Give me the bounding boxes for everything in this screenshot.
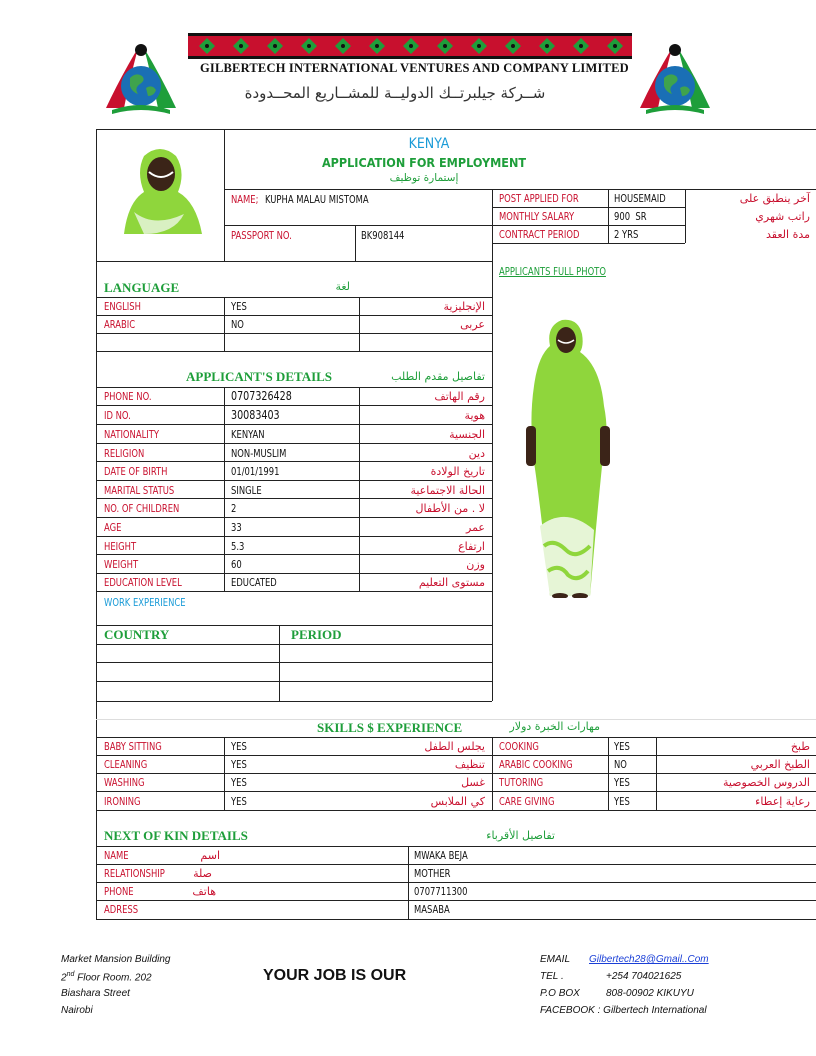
- full-photo-label: APPLICANTS FULL PHOTO: [499, 265, 606, 278]
- skill-label: WASHING: [104, 776, 145, 789]
- details-label-arabic: ارتفاع: [458, 540, 485, 553]
- passport-value: BK908144: [361, 229, 405, 242]
- details-label: MARITAL STATUS: [104, 484, 175, 497]
- skill-label: IRONING: [104, 795, 141, 808]
- skill-value: YES: [231, 776, 247, 789]
- skill-label: CLEANING: [104, 758, 148, 771]
- skill-label-arabic: رعاية إعطاء: [755, 795, 810, 808]
- skills-heading-arabic: مهارات الخبرة دولار: [509, 720, 600, 733]
- footer-slogan: YOUR JOB IS OUR: [263, 967, 407, 984]
- details-label: AGE: [104, 521, 122, 534]
- details-label-arabic: عمر: [466, 521, 485, 534]
- post-value: HOUSEMAID: [614, 192, 666, 205]
- pobox-value: 808-00902 KIKUYU: [606, 988, 694, 999]
- details-label: WEIGHT: [104, 558, 139, 571]
- applicant-portrait-photo: [114, 142, 208, 234]
- details-label-arabic: وزن: [466, 558, 485, 571]
- details-label-arabic: تاريخ الولادة: [430, 465, 485, 478]
- details-value: 30083403: [231, 407, 280, 422]
- skill-label: TUTORING: [499, 776, 544, 789]
- skill-value: YES: [231, 758, 247, 771]
- form-title: APPLICATION FOR EMPLOYMENT: [321, 155, 527, 170]
- footer-address-line-2: [61, 971, 152, 983]
- language-label-arabic: الإنجليزية: [443, 300, 485, 313]
- details-value: NON-MUSLIM: [231, 447, 287, 460]
- kin-label: RELATIONSHIP: [104, 867, 165, 880]
- language-label: ENGLISH: [104, 300, 141, 313]
- skill-label-arabic: تنظيف: [454, 758, 485, 771]
- skill-label: ARABIC COOKING: [499, 758, 573, 771]
- details-label-arabic: الحالة الاجتماعية: [410, 484, 485, 497]
- facebook-line: FACEBOOK : Gilbertech International: [540, 1005, 707, 1016]
- kin-value: MASABA: [414, 903, 450, 916]
- details-heading-arabic: تفاصيل مقدم الطلب: [391, 370, 485, 383]
- skill-label-arabic: الدروس الخصوصية: [722, 776, 810, 789]
- skill-value: YES: [231, 740, 247, 753]
- post-label: POST APPLIED FOR: [499, 192, 579, 205]
- pobox-label: P.O BOX: [540, 988, 580, 999]
- floor-room: Floor Room. 202: [74, 972, 152, 984]
- details-value: 0707326428: [231, 388, 292, 403]
- tel-value: +254 704021625: [606, 971, 682, 982]
- footer-address-line-4: Nairobi: [61, 1005, 93, 1016]
- details-label: NATIONALITY: [104, 428, 160, 441]
- language-label: ARABIC: [104, 318, 136, 331]
- company-name-arabic: شــركة جيلبرتــك الدوليــة للمشــاريع المحــدودة: [244, 84, 546, 102]
- kin-heading-arabic: تفاصيل الأقرباء: [486, 829, 555, 842]
- work-experience-label: WORK EXPERIENCE: [104, 596, 186, 609]
- details-label-arabic: الجنسية: [449, 428, 485, 441]
- skill-label: CARE GIVING: [499, 795, 555, 808]
- applicant-full-photo: [520, 316, 614, 598]
- skill-value: YES: [614, 795, 630, 808]
- details-value: 2: [231, 502, 237, 515]
- details-label: RELIGION: [104, 447, 145, 460]
- floor-number: 2: [61, 972, 67, 984]
- post-label-arabic: آخر ينطبق على: [739, 192, 810, 205]
- period-column-header: PERIOD: [291, 627, 342, 642]
- details-label: EDUCATION LEVEL: [104, 576, 182, 589]
- company-name-english: GILBERTECH INTERNATIONAL VENTURES AND COMPANY LIMITED: [200, 61, 629, 75]
- email-link[interactable]: Gilbertech28@Gmail..Com: [589, 954, 709, 965]
- details-label-arabic: رقم الهاتف: [434, 390, 485, 403]
- details-label: HEIGHT: [104, 540, 137, 553]
- country-title: KENYA: [408, 136, 450, 152]
- kin-label-arabic: صلة: [193, 867, 212, 880]
- kin-heading: NEXT OF KIN DETAILS: [104, 828, 248, 843]
- contract-value: 2 YRS: [614, 228, 639, 241]
- country-column-header: COUNTRY: [104, 627, 170, 642]
- salary-label-arabic: راتب شهري: [755, 210, 810, 223]
- language-value: NO: [231, 318, 244, 331]
- details-value: 5.3: [231, 540, 245, 553]
- details-label: DATE OF BIRTH: [104, 465, 168, 478]
- kin-label: NAME: [104, 849, 129, 862]
- details-value: 01/01/1991: [231, 465, 280, 478]
- footer: [0, 950, 816, 1030]
- kin-value: MWAKA BEJA: [414, 849, 468, 862]
- form-title-arabic: إستمارة توظيف: [389, 172, 459, 184]
- footer-address-line-3: Biashara Street: [61, 988, 130, 999]
- kin-label-arabic: اسم: [200, 849, 220, 862]
- kin-label-arabic: هاتف: [192, 885, 216, 898]
- salary-label: MONTHLY SALARY: [499, 210, 575, 223]
- details-value: EDUCATED: [231, 576, 277, 589]
- details-heading: APPLICANT'S DETAILS: [186, 369, 333, 384]
- kin-value: MOTHER: [414, 867, 451, 880]
- details-label: ID NO.: [104, 409, 131, 422]
- skill-label-arabic: طبخ: [790, 740, 810, 753]
- details-value: SINGLE: [231, 484, 262, 497]
- details-value: KENYAN: [231, 428, 265, 441]
- kin-label: PHONE: [104, 885, 134, 898]
- details-label: PHONE NO.: [104, 390, 152, 403]
- skill-label: BABY SITTING: [104, 740, 162, 753]
- floor-suffix: nd: [66, 971, 75, 978]
- details-value: 60: [231, 558, 242, 571]
- kin-label: ADRESS: [104, 903, 139, 916]
- passport-label: PASSPORT NO.: [231, 229, 292, 242]
- tel-label: TEL .: [540, 971, 564, 982]
- contract-label: CONTRACT PERIOD: [499, 228, 580, 241]
- details-label-arabic: لا . من الأطفال: [415, 502, 485, 515]
- name-label: NAME;: [231, 193, 259, 206]
- skill-value: YES: [614, 776, 630, 789]
- skill-value: NO: [614, 758, 627, 771]
- details-label-arabic: هوية: [464, 409, 485, 422]
- contract-label-arabic: مدة العقد: [766, 228, 810, 241]
- skill-label: COOKING: [499, 740, 539, 753]
- skill-label-arabic: كي الملابس: [430, 795, 485, 808]
- kin-value: 0707711300: [414, 885, 468, 898]
- skill-label-arabic: يجلس الطفل: [424, 740, 485, 753]
- name-value: KUPHA MALAU MISTOMA: [265, 193, 369, 206]
- language-value: YES: [231, 300, 247, 313]
- language-heading: LANGUAGE: [104, 280, 180, 295]
- skills-heading: SKILLS $ EXPERIENCE: [317, 720, 463, 735]
- footer-address-line-1: Market Mansion Building: [61, 954, 171, 965]
- language-heading-arabic: لغة: [335, 280, 350, 293]
- skill-label-arabic: غسل: [461, 776, 485, 789]
- details-label-arabic: مستوى التعليم: [418, 576, 485, 589]
- skill-value: YES: [231, 795, 247, 808]
- details-value: 33: [231, 521, 242, 534]
- details-label: NO. OF CHILDREN: [104, 502, 180, 515]
- details-label-arabic: دين: [468, 447, 485, 460]
- language-label-arabic: عربى: [460, 318, 485, 331]
- email-label: EMAIL: [540, 954, 571, 965]
- skill-label-arabic: الطبخ العربي: [750, 758, 810, 771]
- salary-value: 900 SR: [614, 210, 647, 223]
- skill-value: YES: [614, 740, 630, 753]
